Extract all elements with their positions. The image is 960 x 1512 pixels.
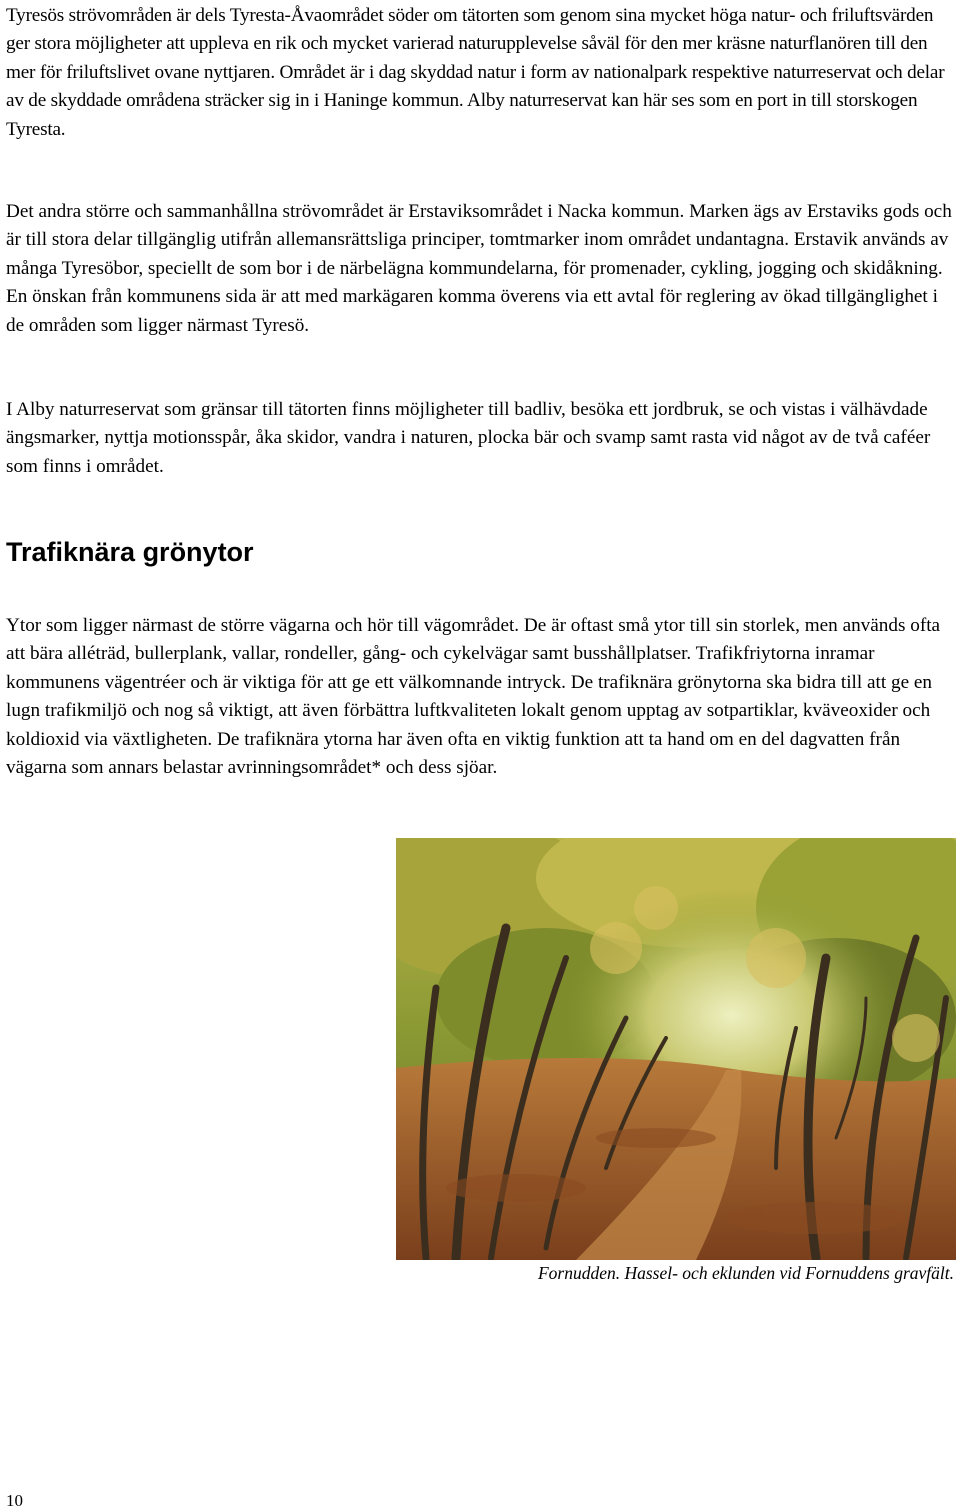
sentence: Tyresös strövområden är dels Tyresta-Åvaområdet söder om tätorten som genom sina mycket höga natur- och friluftsvärden ger stora möjligheter att uppleva en rik och mycket varierad naturupplevelse såväl för den mer kräsne naturflanören till den mer för friluftslivet ovane nyttjaren. (6, 5, 934, 83)
alby-paragraph (6, 396, 956, 481)
sentence: I Alby naturreservat som gränsar till tätorten finns möjligheter till badliv, besöka ett jordbruk, se och vistas i välhävdade ängsmarker, nyttja motionsspår, åka skidor, vandra i naturen, plocka bär och svamp samt rasta vid något av de två caféer som finns i området. (6, 399, 931, 477)
sentence: Erstavik används av många Tyresöbor, speciellt de som bor i de närbelägna kommundelarna, för promenader, cykling, jogging och skidåkning. (6, 229, 949, 279)
sentence: Alby naturreservat kan här ses som en port in till storskogen Tyresta. (6, 90, 918, 140)
sentence: De trafiknära ytorna har även ofta en viktig funktion att ta hand om en del dagvatten från vägarna som annars belastar avrinningsområdet* och dess sjöar. (6, 728, 901, 779)
section-paragraph (6, 612, 956, 782)
forest-path-photo (396, 838, 956, 1260)
sentence: De är oftast små ytor till sin storlek, men används ofta att bära alléträd, bullerplank, vallar, rondeller, gång- och cykelvägar samt busshållplatser. (6, 615, 941, 665)
photo-caption: Fornudden. Hassel- och eklunden vid Fornuddens gravfält. (537, 1263, 954, 1283)
sentence: Det andra större och sammanhållna strövområdet är Erstaviksområdet i Nacka kommun. (6, 201, 690, 222)
intro-paragraph (6, 2, 956, 144)
sentence: En önskan från kommunens sida är att med markägaren komma överens via ett avtal för reglering av ökad tillgänglighet i de områden som ligger närmast Tyresö. (6, 286, 938, 336)
sentence: De trafiknära grönytorna ska bidra till att ge en lugn trafikmiljö och nog så viktigt, att även förbättra luftkvaliteten lokalt genom upptag av sotpartiklar, kväveoxider och koldioxid via växtligheten. (6, 671, 933, 750)
section-heading: Trafiknära grönytor (6, 537, 254, 567)
sentence: Ytor som ligger närmast de större vägarna och hör till vägområdet. (6, 615, 524, 636)
sentence: Området är i dag skyddad natur i form av nationalpark respektive naturreservat och delar av de skyddade områdena sträcker sig in i Haninge kommun. (6, 61, 945, 112)
sentence: Marken ägs av Erstaviks gods och är till stora delar tillgänglig utifrån allemansrättsliga principer, tomtmarker inom området undantagna. (6, 201, 952, 251)
sentence: Trafikfriytorna inramar kommunens vägentréer och är viktiga för att ge ett välkomnande intryck. (6, 643, 875, 693)
page-number: 10 (6, 1491, 23, 1510)
erstavik-paragraph (6, 198, 956, 340)
photo-illustration (396, 838, 956, 1260)
